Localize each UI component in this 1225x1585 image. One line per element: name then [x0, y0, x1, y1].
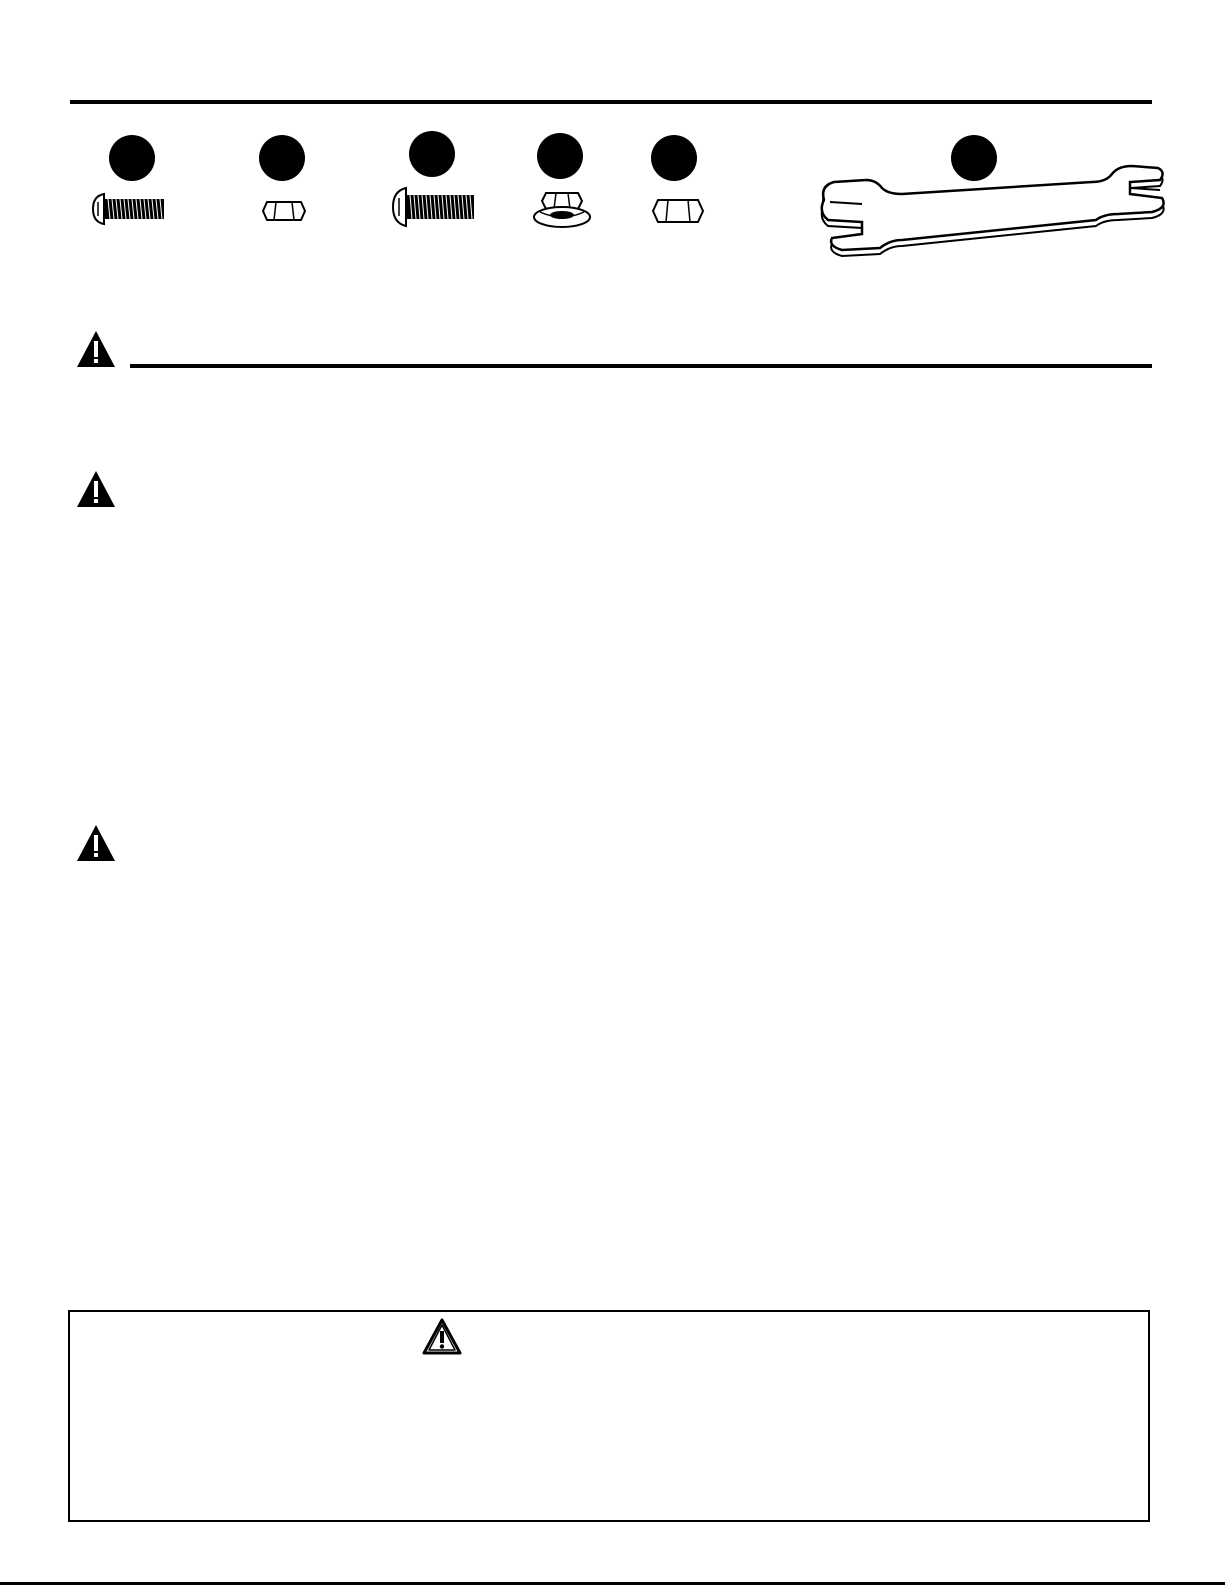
pan-head-bolt-long-icon	[392, 186, 476, 228]
notice-box	[68, 1310, 1150, 1522]
hex-nut-icon	[652, 198, 704, 224]
hardware-badge-1	[108, 134, 156, 182]
open-end-wrench-icon	[812, 160, 1172, 252]
warning-triangle-icon	[76, 470, 116, 508]
flange-nut-icon	[532, 190, 592, 230]
hardware-badge-4	[536, 132, 584, 180]
pan-head-bolt-icon	[92, 192, 166, 226]
warning-triangle-icon	[76, 824, 116, 862]
hardware-badge-5	[650, 134, 698, 182]
warning-section-rule	[130, 364, 1152, 368]
hardware-badge-3	[408, 130, 456, 178]
hex-nut-icon	[262, 200, 306, 222]
warning-triangle-icon	[76, 330, 116, 368]
warning-triangle-outline-icon	[422, 1318, 462, 1356]
header-rule	[70, 100, 1152, 104]
hardware-badge-2	[258, 134, 306, 182]
